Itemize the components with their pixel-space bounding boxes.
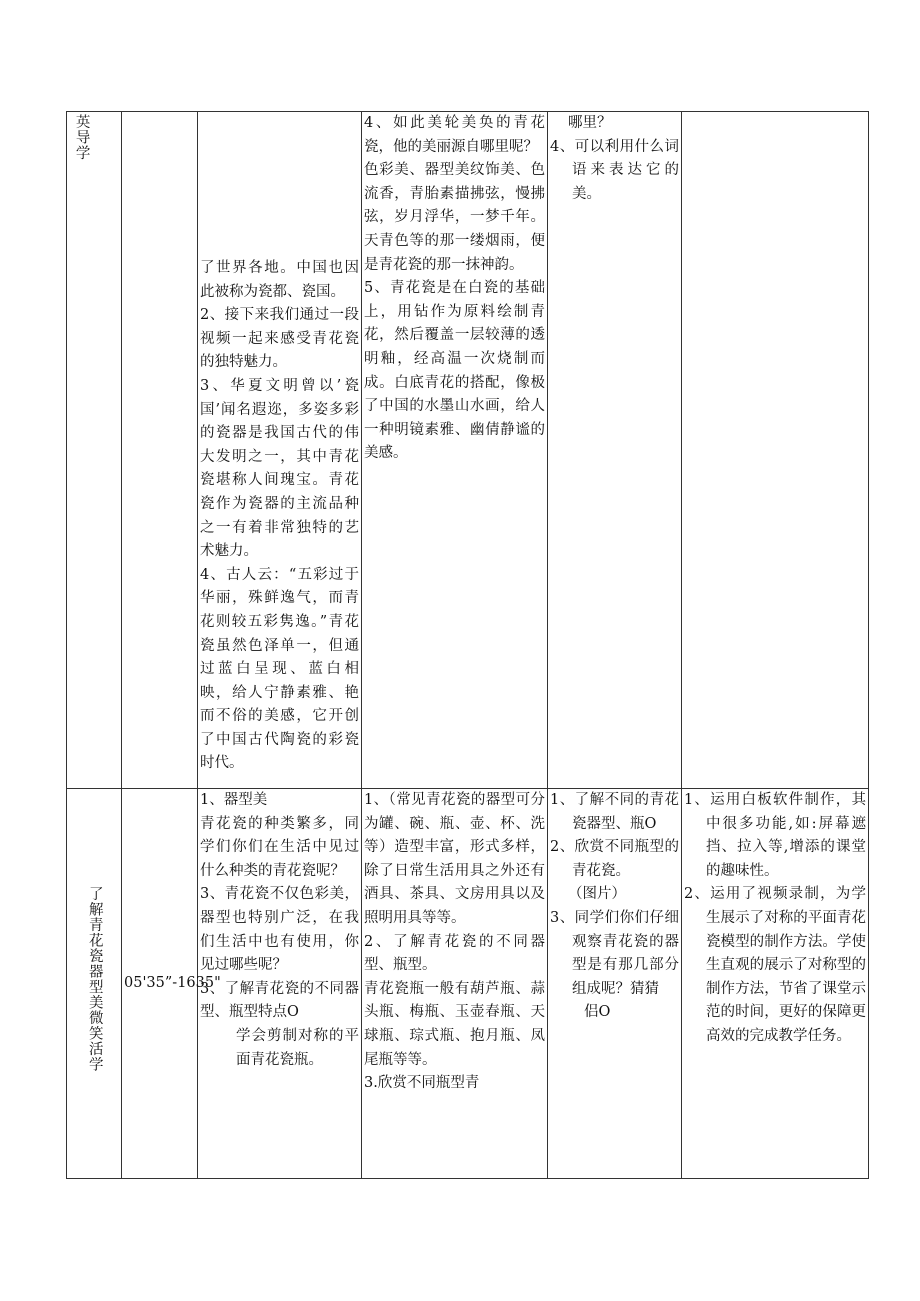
task-paragraph: 2、欣赏不同瓶型的青花瓷。 bbox=[550, 839, 679, 879]
time-label: 05'35”-1635" bbox=[124, 974, 221, 991]
table-row bbox=[67, 112, 869, 789]
teacher-paragraph: 4、古人云：“五彩过于华丽，殊鲜逸气，而青花则较五彩隽逸。”青花瓷虽然色泽单一，但通过蓝白呈现、蓝白相映，给人宁静素雅、艳而不俗的美感，它开创了中国古代陶瓷的彩瓷时代。 bbox=[200, 566, 359, 772]
teacher-paragraph: 3、华夏文明曾以’瓷国’闻名遐迩，多姿多彩的瓷器是我国古代的伟大发明之一，其中青花瓷堪称人间瑰宝。青花瓷作为瓷器的主流品种之一有着非常独特的艺术魅力。 bbox=[200, 377, 359, 560]
stage-label: 了解青花瓷器型美微笑活学 bbox=[86, 886, 103, 1073]
task-cell bbox=[548, 789, 682, 1179]
student-paragraph: 4、如此美轮美奂的青花瓷，他的美丽源自哪里呢？ bbox=[364, 115, 545, 155]
stage-cell bbox=[67, 789, 122, 1179]
lesson-plan-table bbox=[66, 111, 869, 1179]
stage-label: 英导学 bbox=[73, 114, 90, 161]
student-activity-cell bbox=[362, 789, 548, 1179]
teacher-paragraph: 青花瓷的种类繁多，同学们你们在生活中见过什么种类的青花瓷呢？ bbox=[200, 815, 359, 879]
teacher-paragraph: 3、了解青花瓷的不同器型、瓶型特点O bbox=[200, 980, 359, 1021]
student-paragraph: 3.欣赏不同瓶型青 bbox=[364, 1075, 480, 1092]
teacher-activity-cell bbox=[198, 789, 362, 1179]
time-cell bbox=[122, 789, 221, 1179]
task-paragraph: 4、可以利用什么词语来表达它的美。 bbox=[550, 138, 679, 202]
student-paragraph: 色彩美、器型美纹饰美、色流香，青胎素描拂弦，慢拂弦，岁月浮华，一梦千年。天青色等的那一缕烟雨，便是青花瓷的那一抹神韵。 bbox=[364, 162, 545, 273]
student-paragraph: 5、青花瓷是在白瓷的基础上，用钻作为原料绘制青花，然后覆盖一层较薄的透明釉，经高温一次烧制而成。白底青花的搭配，像极了中国的水墨山水画，给人一种明镜素雅、幽倩静谧的美感。 bbox=[364, 280, 545, 462]
table-row bbox=[67, 789, 869, 1179]
teacher-paragraph: 1、器型美 bbox=[200, 792, 268, 808]
stage-cell bbox=[67, 112, 122, 789]
teacher-paragraph: 学会剪制对称的平面青花瓷瓶。 bbox=[236, 1027, 359, 1068]
tech-paragraph: 1、运用白板软件制作，其中很多功能,如:屏幕遮挡、拉入等,增添的课堂的趣味性。 bbox=[684, 792, 866, 879]
task-paragraph: 3、同学们你们仔细观察青花瓷的器型是有那几部分组成呢？猜猜 bbox=[550, 909, 679, 997]
student-paragraph: 2、了解青花瓷的不同器型、瓶型。 bbox=[364, 933, 545, 974]
tech-cell bbox=[682, 112, 869, 789]
teacher-activity-cell bbox=[198, 112, 362, 789]
task-cell bbox=[548, 112, 682, 789]
teacher-paragraph: 2、接下来我们通过一段视频一起来感受青花瓷的独特魅力。 bbox=[200, 307, 359, 371]
time-cell bbox=[122, 112, 198, 789]
task-paragraph: （图片） bbox=[568, 886, 626, 903]
tech-paragraph: 2、运用了视频录制，为学生展示了对称的平面青花瓷模型的制作方法。学使生直观的展示了对称型的制作方法，节省了课堂示范的时间，更好的保障更高效的完成教学任务。 bbox=[684, 886, 866, 1044]
tech-cell bbox=[682, 789, 869, 1179]
student-activity-cell bbox=[362, 112, 548, 789]
teacher-paragraph: 3、青花瓷不仅色彩美，器型也特别广泛，在我们生活中也有使用，你见过哪些呢？ bbox=[200, 886, 359, 974]
student-paragraph: 1、（常见青花瓷的器型可分为罐、碗、瓶、壶、杯、洗等）造型丰富，形式多样，除了日常生活用具之外还有酒具、茶具、文房用具以及照明用具等等。 bbox=[364, 792, 545, 926]
task-paragraph: 侣O bbox=[584, 1004, 611, 1021]
task-paragraph: 1、了解不同的青花瓷器型、瓶O bbox=[550, 792, 679, 832]
student-paragraph: 青花瓷瓶一般有葫芦瓶、蒜头瓶、梅瓶、玉壶春瓶、天球瓶、琮式瓶、抱月瓶、凤尾瓶等等。 bbox=[364, 980, 545, 1068]
teacher-paragraph: 了世界各地。中国也因此被称为瓷都、瓷国。 bbox=[200, 260, 359, 300]
task-paragraph: 哪里？ bbox=[568, 115, 612, 131]
